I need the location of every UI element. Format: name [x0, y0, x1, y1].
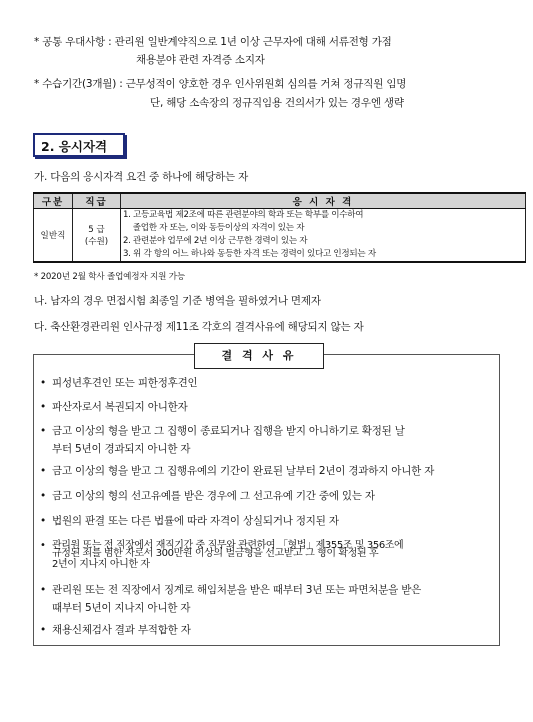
grade-line-1: 5 급	[88, 225, 105, 235]
preference-note: * 공통 우대사항 : 관리원 일반계약직으로 1년 이상 근무자에 대해 서류전형 가점	[34, 36, 392, 48]
list-item	[40, 622, 191, 637]
section-title: 2. 응시자격	[41, 139, 108, 154]
header-requirements: 응 시 자 격	[121, 193, 526, 209]
requirement-line: 2. 관련분야 업무에 2년 이상 근무한 경력이 있는 자	[123, 236, 308, 246]
list-item-text: 관리원 또는 전 직장에서 재직기간 중 직무와 관련하여 「형법」제355조 및 356조에	[52, 540, 404, 551]
header-grade: 직급	[73, 193, 121, 209]
list-item	[40, 375, 197, 390]
cell-requirements	[121, 209, 526, 263]
bullet: •	[40, 401, 46, 413]
list-item-continuation: 2년이 지나지 아니한 자	[52, 559, 150, 570]
cell-category: 일반직	[34, 209, 73, 263]
list-item-continuation: 때부터 5년이 지나지 아니한 자	[52, 602, 191, 614]
bullet: •	[40, 490, 46, 502]
qualification-item-na: 나. 남자의 경우 면접시험 최종일 기준 병역을 필하였거나 면제자	[34, 295, 321, 307]
list-item-text: 금고 이상의 형을 받고 그 집행유예의 기간이 완료된 날부터 2년이 경과하지 아니한 자	[52, 465, 435, 477]
list-item	[40, 513, 339, 528]
list-item	[40, 423, 405, 438]
bullet: •	[40, 624, 46, 636]
list-item	[40, 463, 434, 478]
list-item-text: 금고 이상의 형의 선고유예를 받은 경우에 그 선고유예 기간 중에 있는 자	[52, 490, 375, 502]
grade-line-2: (수원)	[84, 237, 109, 247]
bullet: •	[40, 584, 46, 596]
list-item-continuation: 규정된 죄를 범한 자로서 300만원 이상의 벌금형을 선고받고 그 형이 확정된 후	[52, 548, 379, 559]
requirement-line: 3. 위 각 항의 어느 하나와 동등한 자격 또는 경력이 있다고 인정되는 자	[123, 249, 376, 259]
list-item	[40, 399, 188, 414]
qualification-item-ga: 가. 다음의 응시자격 요건 중 하나에 해당하는 자	[34, 171, 249, 183]
list-item	[40, 488, 375, 503]
list-item-text: 금고 이상의 형을 받고 그 집행이 종료되거나 집행을 받지 아니하기로 확정된 날	[52, 425, 405, 437]
list-item-text: 법원의 판결 또는 다른 법률에 따라 자격이 상실되거나 정지된 자	[52, 515, 339, 527]
list-item-text: 채용신체검사 결과 부적합한 자	[52, 624, 191, 636]
bullet: •	[40, 515, 46, 527]
list-item-text: 피성년후견인 또는 피한정후견인	[52, 377, 198, 389]
probation-note: * 수습기간(3개월) : 근무성적이 양호한 경우 인사위원회 심의를 거쳐 정규직원 임명	[34, 78, 407, 90]
bullet: •	[40, 377, 46, 389]
bullet: •	[40, 425, 46, 437]
list-item-text: 파산자로서 복권되지 아니한자	[52, 401, 188, 413]
section-heading-box	[33, 133, 125, 157]
requirement-line: 졸업한 자 또는, 이와 동등이상의 자격이 있는 자	[123, 223, 305, 233]
bullet: •	[40, 540, 46, 551]
probation-note-cont: 단, 해당 소속장의 정규직임용 건의서가 있는 경우엔 생략	[150, 97, 404, 109]
requirement-line: 1. 고등교육법 제2조에 따른 관련분야의 학과 또는 학부를 이수하여	[123, 210, 364, 220]
list-item-text: 관리원 또는 전 직장에서 징계로 해임처분을 받은 때부터 3년 또는 파면처분을 받은	[52, 584, 422, 596]
disqualification-title: 결 격 사 유	[194, 343, 324, 369]
qualification-item-da: 다. 축산환경관리원 인사규정 제11조 각호의 결격사유에 해당되지 않는 자	[34, 321, 364, 333]
graduate-note: * 2020년 2월 학사 졸업예정자 지원 가능	[34, 272, 185, 282]
table-row	[34, 209, 526, 263]
header-category: 구분	[34, 193, 73, 209]
list-item-continuation: 부터 5년이 경과되지 아니한 자	[52, 443, 191, 455]
preference-note-cont: 채용분야 관련 자격증 소지자	[136, 54, 265, 66]
list-item	[40, 582, 421, 597]
qualification-table	[33, 192, 526, 263]
bullet: •	[40, 465, 46, 477]
table-header-row	[34, 193, 526, 209]
cell-grade	[73, 209, 121, 263]
